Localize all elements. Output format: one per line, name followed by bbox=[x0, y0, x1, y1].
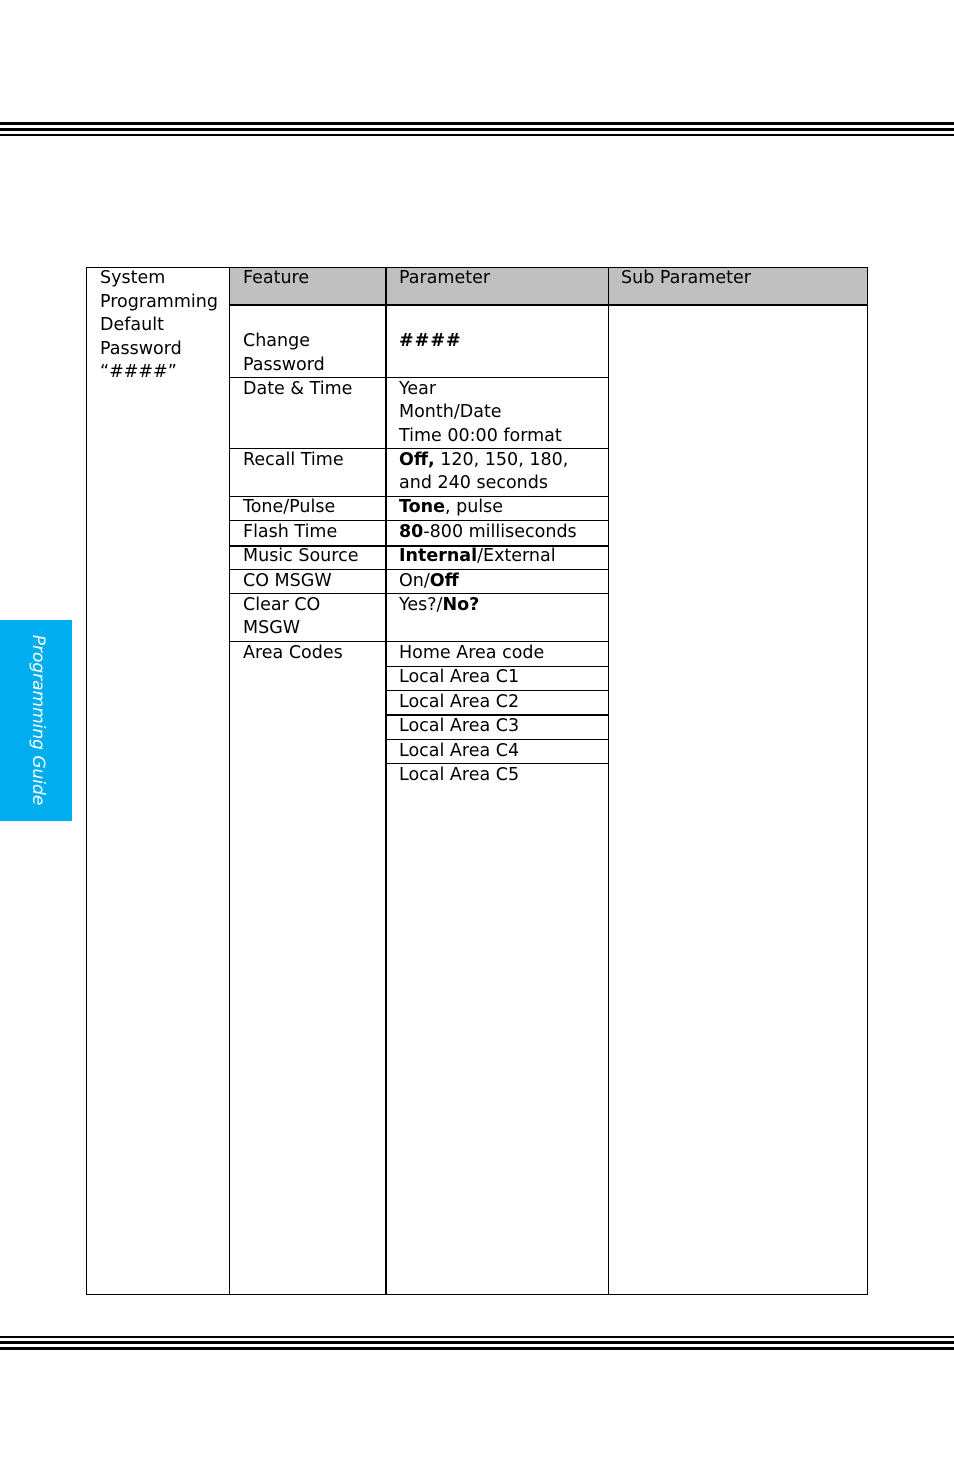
system-cell-line: “####” bbox=[100, 362, 177, 382]
param-area-code: Local Area C2 bbox=[399, 692, 520, 712]
side-tab bbox=[0, 620, 72, 821]
param-options: Yes?/ bbox=[399, 595, 443, 615]
param-area-code: Local Area C1 bbox=[399, 667, 520, 687]
feature-music-source: Music Source bbox=[243, 546, 359, 566]
system-cell-line: Programming bbox=[100, 292, 218, 312]
header-bottom-line bbox=[229, 304, 868, 306]
param-default-value: Tone bbox=[399, 497, 445, 517]
system-cell-line: Password bbox=[100, 339, 182, 359]
sub-parameter-header: Sub Parameter bbox=[621, 268, 751, 288]
frame-right bbox=[867, 267, 868, 1295]
param-default-value: Internal bbox=[399, 546, 478, 566]
param-flash-time bbox=[399, 521, 577, 545]
param-area-code: Local Area C3 bbox=[399, 716, 520, 736]
param-default-value: Off bbox=[429, 571, 459, 591]
param-default-value: 80 bbox=[399, 522, 424, 542]
frame-left bbox=[86, 267, 87, 1295]
param-options: On/ bbox=[399, 571, 430, 591]
param-password: #### bbox=[399, 331, 462, 351]
param-area-code: Local Area C5 bbox=[399, 765, 520, 785]
feature-header: Feature bbox=[243, 268, 310, 288]
param-music-source bbox=[399, 545, 556, 569]
feature-clear-co-msgw: Clear CO bbox=[243, 595, 321, 615]
feature-area-codes: Area Codes bbox=[243, 643, 343, 663]
param-recall-time-line2: and 240 seconds bbox=[399, 473, 548, 493]
param-clear-co-msgw bbox=[399, 594, 479, 618]
feature-change-password: Change bbox=[243, 331, 311, 351]
col-divider-3 bbox=[608, 267, 609, 1295]
param-time-format: Time 00:00 format bbox=[399, 426, 562, 446]
system-cell-line: System bbox=[100, 268, 166, 288]
feature-tone-pulse: Tone/Pulse bbox=[243, 497, 336, 517]
param-area-code: Home Area code bbox=[399, 643, 545, 663]
param-recall-time bbox=[399, 449, 568, 473]
param-year: Year bbox=[399, 379, 437, 399]
param-co-msgw bbox=[399, 570, 459, 594]
frame-bottom bbox=[86, 1294, 868, 1295]
feature-co-msgw: CO MSGW bbox=[243, 571, 332, 591]
param-area-code: Local Area C4 bbox=[399, 741, 520, 761]
side-tab-label: Programming Guide bbox=[28, 634, 48, 806]
param-default-value: No? bbox=[442, 595, 480, 615]
col-divider-1 bbox=[229, 267, 230, 1295]
feature-clear-co-msgw: MSGW bbox=[243, 618, 301, 638]
param-options: 120, 150, 180, bbox=[434, 450, 569, 470]
param-options: , pulse bbox=[444, 497, 504, 517]
feature-change-password: Password bbox=[243, 355, 325, 375]
feature-recall-time: Recall Time bbox=[243, 450, 344, 470]
param-default-value: Off, bbox=[399, 450, 435, 470]
feature-date-time: Date & Time bbox=[243, 379, 353, 399]
col-divider-2 bbox=[385, 267, 387, 1295]
param-options: -800 milliseconds bbox=[423, 522, 577, 542]
system-cell-line: Default bbox=[100, 315, 164, 335]
param-month-date: Month/Date bbox=[399, 402, 502, 422]
parameter-header: Parameter bbox=[399, 268, 491, 288]
param-options: /External bbox=[477, 546, 556, 566]
param-tone-pulse bbox=[399, 496, 503, 520]
feature-flash-time: Flash Time bbox=[243, 522, 338, 542]
